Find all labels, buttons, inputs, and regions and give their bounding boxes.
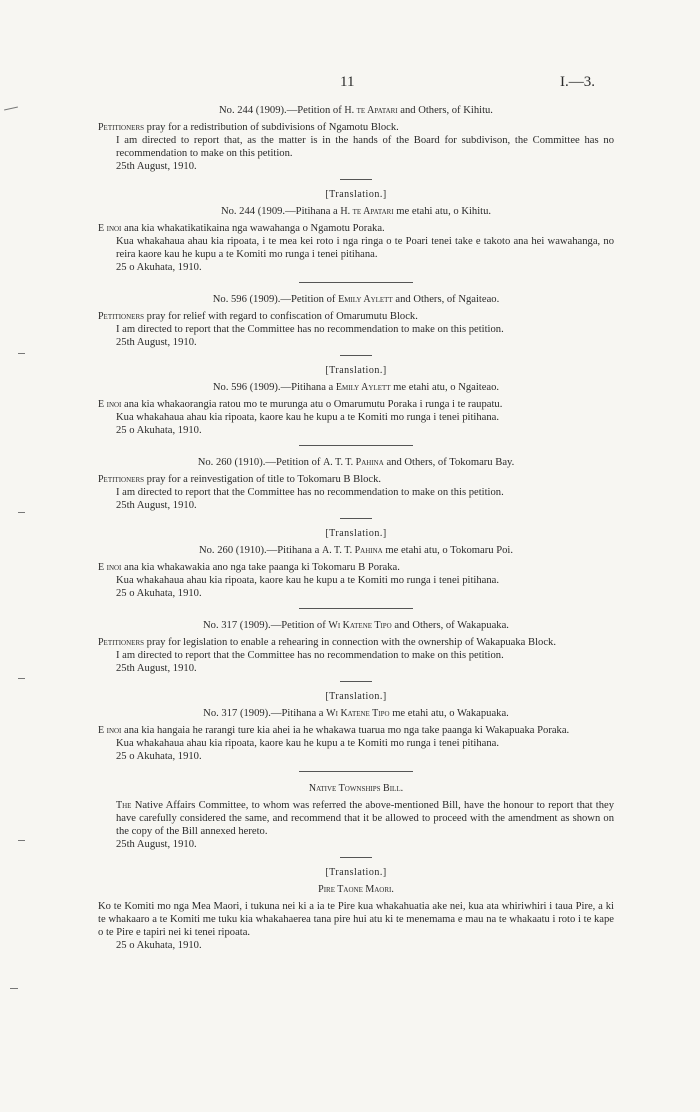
margin-mark (18, 678, 25, 679)
petition-title: No. 244 (1909).—Petition of H. te Apatari and Others, of Kihitu. (219, 105, 493, 116)
petition-title: No. 317 (1909).—Petition of Wi Katene Tipo and Others, of Wakapuaka. (203, 620, 509, 631)
petition-title: No. 244 (1909.—Pitihana a H. te Apatari me etahi atu, o Kihitu. (220, 206, 492, 217)
translation-label: [Translation.] (325, 691, 387, 702)
margin-mark (18, 840, 25, 841)
petition-section (98, 456, 614, 512)
petition-title: No. 260 (1910).—Pitihana a A. T. T. Pahina me etahi atu, o Tokomaru Poi. (198, 545, 513, 556)
section-divider (340, 857, 372, 858)
section-divider (299, 608, 413, 609)
report-date: 25 o Akuhata, 1910. (116, 751, 202, 762)
translation-section (98, 527, 614, 600)
report-date: 25th August, 1910. (116, 337, 197, 348)
section-divider (340, 518, 372, 519)
committee-report: I am directed to report that the Committee has no recommendation to make on this petition. (116, 324, 504, 335)
committee-report: Kua whakahaua ahau kia ripoata, kaore kau he kupu a te Komiti mo runga i tenei pitihana. (116, 412, 500, 423)
section-divider (299, 445, 413, 446)
translation-section (98, 188, 614, 274)
petition-prayer: Petitioners pray for relief with regard to confiscation of Omarumutu Block. (98, 311, 418, 322)
page-content (98, 104, 614, 952)
translation-section (98, 690, 614, 763)
report-date: 25th August, 1910. (116, 161, 197, 172)
petition-prayer: Petitioners pray for a reinvestigation of title to Tokomaru B Block. (98, 474, 382, 485)
bill-heading: Pire Taone Maori. (318, 884, 394, 895)
page-header (0, 74, 700, 94)
petition-prayer: E inoi ana kia whakawakia ano nga take paanga ki Tokomaru B Poraka. (98, 562, 400, 573)
petition-section (98, 293, 614, 349)
margin-mark (18, 353, 25, 354)
petition-title: No. 596 (1909).—Pitihana a Emily Aylett me etahi atu, o Ngaiteao. (212, 382, 500, 393)
petition-title: No. 260 (1910).—Petition of A. T. T. Pahina and Others, of Tokomaru Bay. (197, 457, 515, 468)
petition-prayer: E inoi ana kia hangaia he rarangi ture kia ahei ia he whakawa tuarua mo nga take paanga ki Wakapuaka Poraka. (98, 725, 570, 736)
translation-label: [Translation.] (325, 867, 387, 878)
section-divider (299, 282, 413, 283)
petition-section (98, 104, 614, 173)
petition-section (98, 619, 614, 675)
translation-label: [Translation.] (325, 528, 387, 539)
committee-report: Kua whakahaua ahau kia ripoata, i te mea kei roto i nga ringa o te Poari tenei take e takoto ana hei wawahanga, no reira kaore kau he kupu a te Komiti mo runga i tenei pitihana. (116, 236, 614, 260)
section-divider (340, 681, 372, 682)
committee-report: I am directed to report that the Committee has no recommendation to make on this petition. (116, 650, 504, 661)
bill-report: Ko te Komiti mo nga Mea Maori, i tukuna nei ki a ia te Pire kua whakahuatia ake nei, kua ata whiriwhiri i taua Pire, a ki te whakaaro a te Komiti me tuku kia whakahaerea tana pire hui atu ki te menemama e mau na te whakaatu i roto i te kape o te Pire e tapiri nei ki tenei ripoata. (98, 901, 614, 938)
committee-report: I am directed to report that the Committee has no recommendation to make on this petition. (116, 487, 504, 498)
petition-prayer: Petitioners pray for a redistribution of subdivisions of Ngamotu Block. (98, 122, 399, 133)
report-date: 25 o Akuhata, 1910. (116, 588, 202, 599)
report-date: 25 o Akuhata, 1910. (116, 425, 202, 436)
bill-section (98, 782, 614, 851)
report-date: 25 o Akuhata, 1910. (116, 940, 202, 951)
report-date: 25th August, 1910. (116, 839, 197, 850)
report-date: 25th August, 1910. (116, 500, 197, 511)
section-divider (340, 355, 372, 356)
petition-title: No. 596 (1909).—Petition of Emily Aylett and Others, of Ngaiteao. (212, 294, 500, 305)
petition-prayer: Petitioners pray for legislation to enable a rehearing in connection with the ownership of Wakapuaka Block. (98, 637, 556, 648)
committee-report: Kua whakahaua ahau kia ripoata, kaore kau he kupu a te Komiti mo runga i tenei pitihana. (116, 575, 500, 586)
bill-report: The Native Affairs Committee, to whom was referred the above-mentioned Bill, have the honour to report that they have carefully considered the same, and recommend that it be allowed to proceed with the amendment as shown on the copy of the Bill annexed hereto. (116, 800, 614, 837)
page-number: 11 (340, 74, 355, 90)
margin-mark (10, 988, 18, 989)
section-divider (340, 179, 372, 180)
margin-mark (4, 107, 18, 111)
translation-label: [Translation.] (325, 365, 387, 376)
translation-section (98, 364, 614, 437)
petition-title: No. 317 (1909).—Pitihana a Wi Katene Tipo me etahi atu, o Wakapuaka. (203, 708, 509, 719)
section-divider (299, 771, 413, 772)
bill-translation-section (98, 866, 614, 952)
bill-heading: Native Townships Bill. (308, 783, 404, 794)
report-date: 25 o Akuhata, 1910. (116, 262, 202, 273)
translation-label: [Translation.] (325, 189, 387, 200)
committee-report: I am directed to report that, as the matter is in the hands of the Board for subdivison, the Committee has no recommendation to make on this petition. (116, 135, 614, 159)
petition-prayer: E inoi ana kia whakaorangia ratou mo te murunga atu o Omarumutu Poraka i runga i te raupatu. (98, 399, 503, 410)
report-date: 25th August, 1910. (116, 663, 197, 674)
document-reference: I.—3. (560, 74, 595, 90)
petition-prayer: E inoi ana kia whakatikatikaina nga wawahanga o Ngamotu Poraka. (98, 223, 385, 234)
margin-mark (18, 512, 25, 513)
committee-report: Kua whakahaua ahau kia ripoata, kaore kau he kupu a te Komiti mo runga i tenei pitihana. (116, 738, 500, 749)
